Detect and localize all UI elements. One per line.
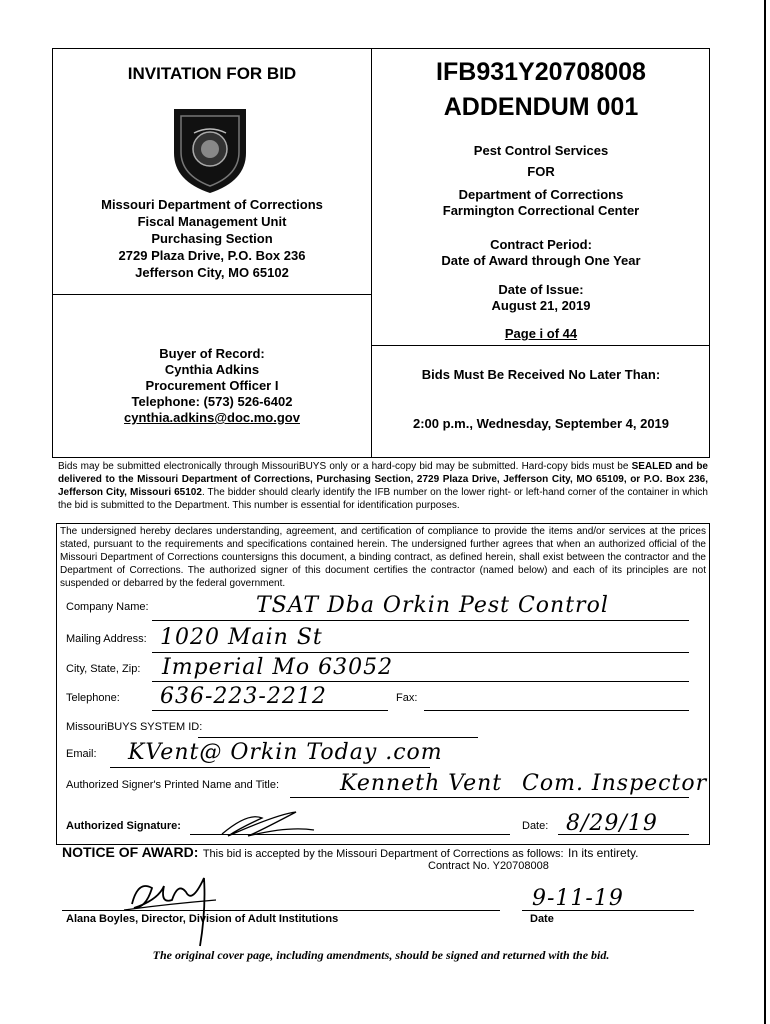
director-line	[62, 910, 500, 911]
department-line: Fiscal Management Unit	[137, 214, 287, 229]
left-divider-horizontal	[52, 294, 372, 295]
signature-drawing[interactable]	[218, 806, 328, 840]
city-value[interactable]: Imperial Mo 63052	[162, 655, 394, 680]
company-value[interactable]: TSAT Dba Orkin Pest Control	[256, 593, 609, 618]
buyer-email[interactable]: cynthia.adkins@doc.mo.gov	[124, 410, 300, 425]
phone-label: Telephone:	[66, 692, 120, 704]
buyer-label: Buyer of Record:	[159, 346, 265, 361]
fax-label: Fax:	[396, 692, 418, 704]
header-right-block	[372, 143, 710, 342]
email-line	[110, 767, 430, 768]
signer-title[interactable]: Com. Inspector	[522, 771, 708, 796]
for-line: Farmington Correctional Center	[442, 203, 640, 218]
submission-paragraph	[58, 460, 708, 512]
signer-name[interactable]: Kenneth Vent	[340, 771, 503, 796]
signer-line	[290, 797, 689, 798]
signature-date-value[interactable]: 8/29/19	[566, 811, 658, 836]
award-date-value: 9-11-19	[532, 886, 624, 911]
right-divider-horizontal	[371, 345, 710, 346]
contract-period-label: Contract Period:	[490, 237, 592, 252]
city-line	[152, 681, 689, 682]
company-label: Company Name:	[66, 601, 149, 613]
page-edge	[764, 0, 766, 1024]
award-date-label: Date	[530, 913, 554, 925]
department-line: Missouri Department of Corrections	[101, 197, 323, 212]
system-id-line[interactable]	[198, 737, 478, 738]
department-line: Purchasing Section	[151, 231, 273, 246]
city-label: City, State, Zip:	[66, 663, 141, 675]
award-text-value: In its entirety.	[568, 846, 639, 860]
department-line: Jefferson City, MO 65102	[135, 265, 289, 280]
issue-date-label: Date of Issue:	[498, 282, 584, 297]
deadline-value: 2:00 p.m., Wednesday, September 4, 2019	[412, 416, 670, 431]
award-date-line	[522, 910, 694, 911]
department-line: 2729 Plaza Drive, P.O. Box 236	[118, 248, 306, 263]
addendum-title: ADDENDUM 001	[443, 93, 639, 121]
service-name: Pest Control Services	[473, 143, 609, 158]
invitation-title: INVITATION FOR BID	[127, 64, 297, 83]
email-value[interactable]: KVent@ Orkin Today .com	[128, 740, 443, 765]
for-line: Department of Corrections	[458, 187, 624, 202]
buyer-title: Procurement Officer I	[145, 378, 279, 393]
submission-text-end: . The bidder should clearly identify the IFB number on the lower right- or left-hand corner of the container in which the bid is submitted to the Department. This number is essential for identification purposes.	[58, 487, 708, 511]
contract-number: Contract No. Y20708008	[428, 860, 549, 872]
phone-line	[152, 710, 388, 711]
buyer-block	[52, 346, 372, 426]
issue-date: August 21, 2019	[491, 298, 591, 313]
director-name: Alana Boyles, Director, Division of Adult Institutions	[66, 913, 339, 925]
ifb-number: IFB931Y20708008	[436, 58, 646, 86]
doc-seal-icon	[170, 103, 250, 195]
for-label: FOR	[527, 164, 555, 179]
email-label: Email:	[66, 748, 97, 760]
page-number: Page i of 44	[504, 326, 578, 341]
system-id-label: MissouriBUYS SYSTEM ID:	[66, 721, 203, 733]
signer-label: Authorized Signer's Printed Name and Title:	[66, 779, 280, 791]
buyer-name: Cynthia Adkins	[164, 362, 260, 377]
mailing-value[interactable]: 1020 Main St	[160, 625, 323, 650]
award-text: This bid is accepted by the Missouri Department of Corrections as follows:	[202, 848, 564, 860]
deadline-label: Bids Must Be Received No Later Than:	[421, 367, 661, 382]
award-line	[62, 844, 702, 862]
submission-bold-text: SEALED and be delivered to the Missouri Department of Corrections, Purchasing Section, 2729 Plaza Drive, Jefferson City, MO 65109, or P.O. Box 236, Jefferson City, Missouri 65102	[58, 461, 708, 498]
department-block	[52, 196, 372, 281]
fax-line[interactable]	[424, 710, 689, 711]
certification-text: The undersigned hereby declares understanding, agreement, and certification of compliance to provide the items and/or services at the prices stated, pursuant to the requirements and specifications contained herein. The undersigned further agrees that when an authorized official of the Missouri Department of Corrections countersigns this document, a binding contract, as defined herein, shall exist between the contractor and the Department of Corrections. The authorized signer of this document certifies the contractor (named below) and each of its principles are not suspended or debarred by the federal government.	[60, 526, 706, 589]
award-title: NOTICE OF AWARD:	[62, 844, 199, 860]
buyer-phone: Telephone: (573) 526-6402	[131, 394, 293, 409]
signature-date-label: Date:	[522, 820, 549, 832]
phone-value[interactable]: 636-223-2212	[160, 684, 327, 709]
submission-text: Bids may be submitted electronically through MissouriBUYS only or a hard-copy bid may be submitted. Hard-copy bids must be	[58, 461, 632, 472]
mailing-line	[152, 652, 689, 653]
footer-note: The original cover page, including amendments, should be signed and returned with the bid.	[152, 948, 610, 962]
signature-label: Authorized Signature:	[66, 820, 181, 832]
contract-period: Date of Award through One Year	[441, 253, 641, 268]
mailing-label: Mailing Address:	[66, 633, 147, 645]
company-line	[152, 620, 689, 621]
